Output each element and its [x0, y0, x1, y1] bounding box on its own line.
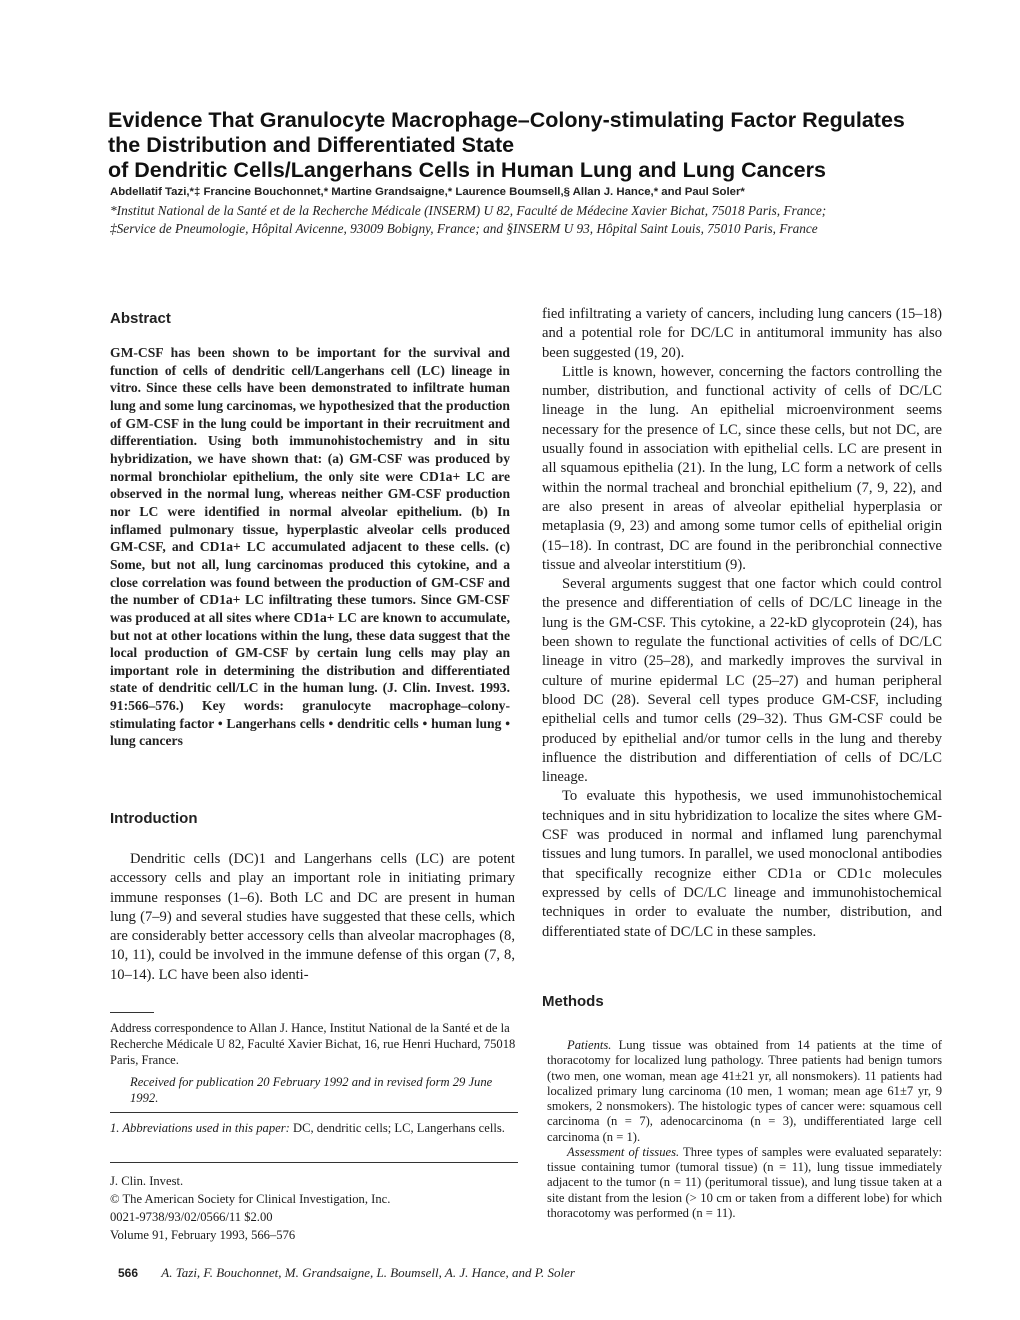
footnote-address: Address correspondence to Allan J. Hance, Institut National de la Santé et de la Recherche Médicale U 82, Faculté Xavier Bichat, 16, rue Henri Huchard, 75018 Paris, France. [110, 1021, 516, 1067]
abstract-heading: Abstract [110, 310, 171, 327]
affiliation-line-2: ‡Service de Pneumologie, Hôpital Avicenne, 93009 Bobigny, France; and §INSERM U 93, Hôpital Saint Louis, 75010 Paris, France [110, 220, 818, 236]
footnote-divider [110, 1112, 518, 1113]
article-title [108, 108, 928, 183]
journal-issn: 0021-9738/93/02/0566/11 $2.00 [110, 1210, 273, 1224]
title-line-3: of Dendritic Cells/Langerhans Cells in Human Lung and Lung Cancers [108, 158, 826, 182]
journal-copyright: © The American Society for Clinical Investigation, Inc. [110, 1192, 391, 1206]
intro-paragraph-1-continued: fied infiltrating a variety of cancers, including lung cancers (15–18) and a potential role for DC/LC in antitumoral immunity has also been suggested (19, 20). [542, 306, 942, 361]
methods-assessment-paragraph [547, 1145, 942, 1221]
methods-patients-paragraph [547, 1038, 942, 1145]
footnote-rule [110, 1012, 154, 1013]
intro-paragraph-1: Dendritic cells (DC)1 and Langerhans cells (LC) are potent accessory cells and play an important role in initiating primary immune responses (1–6). Both LC and DC are present in human lung (7–9) and several studies have suggested that these cells, which are considerably better accessory cells than alveolar macrophages (8, 10, 11), could be involved in the immune defense of this organ (7, 8, 10–14). LC have been also identi- [110, 851, 515, 983]
journal-volume: Volume 91, February 1993, 566–576 [110, 1228, 296, 1242]
methods-text [547, 1038, 942, 1221]
introduction-col-1 [110, 850, 515, 985]
patients-text: Lung tissue was obtained from 14 patients at the time of thoracotomy for localized lung pathology. Three patients had benign tumors (two men, one woman, mean age 41±21 yr, all nonsmokers). 11 patients had localized primary lung carcinoma (10 men, 1 woman; mean age 61±7 yr, 9 smokers, 2 nonsmokers). The histologic types of cancer were: squamous cell carcinoma (n = 7), adenocarcinoma (n = 3), undifferentiated large cell carcinoma (n = 1). [547, 1038, 942, 1144]
footer-authors: A. Tazi, F. Bouchonnet, M. Grandsaigne, L. Boumsell, A. J. Hance, and P. Soler [161, 1265, 575, 1280]
journal-info [110, 1172, 390, 1244]
assessment-label: Assessment of tissues. [567, 1144, 680, 1159]
page-number: 566 [118, 1266, 139, 1280]
title-line-1: Evidence That Granulocyte Macrophage–Colony-stimulating Factor Regulates [108, 108, 905, 132]
intro-paragraph-4: To evaluate this hypothesis, we used immunohistochemical techniques and in situ hybridization to localize the sites where GM-CSF was produced in normal and inflamed lung parenchymal tissues and lung tumors. In parallel, we used monoclonal antibodies that specifically recognize either CD1a or CD1c molecules expressed by cells of DC/LC lineage and immunohistochemical techniques in order to evaluate the number, distribution, and differentiated state of DC/LC in these samples. [542, 788, 942, 940]
journal-divider [110, 1162, 518, 1163]
affiliation-line-1: *Institut National de la Santé et de la Recherche Médicale (INSERM) U 82, Faculté de Médecine Xavier Bichat, 75018 Paris, France; [110, 203, 827, 218]
intro-paragraph-2: Little is known, however, concerning the factors controlling the number, distribution, and functional activity of cells of DC/LC lineage in the lung. An epithelial microenvironment seems necessary for the presence of LC, since these cells, but not DC, are usually found in association with epithelial cells. LC are present in all squamous epithelia (21). In the lung, LC form a network of cells within the normal tracheal and bronchial epithelium (7, 9, 22), and are also present in areas of alveolar epithelial hyperplasia or metaplasia (9, 23) and among some tumor cells of epithelial origin (15–18). In contrast, DC are found in the peribronchial connective tissue and alveolar interstitium (9). [542, 363, 942, 573]
footnote-abbreviations [110, 1120, 518, 1136]
running-footer [118, 1265, 575, 1281]
introduction-heading: Introduction [110, 810, 198, 827]
introduction-col-2 [542, 305, 942, 942]
abstract-text: GM-CSF has been shown to be important for the survival and function of cells of dendritic cell/Langerhans cell (LC) lineage in vitro. Since these cells have been demonstrated to infiltrate human lung and some lung carcinomas, we hypothesized that the production of GM-CSF in the lung could be important in their recruitment and differentiation. Using both immunohistochemistry and in situ hybridization, we have shown that: (a) GM-CSF was produced by normal bronchiolar epithelium, the only site were CD1a+ LC are observed in the normal lung, whereas neither GM-CSF production nor LC were identified in normal alveolar epithelium. (b) In inflamed pulmonary tissue, hyperplastic alveolar cells produced GM-CSF, and CD1a+ LC accumulated adjacent to these cells. (c) Some, but not all, lung carcinomas produced this cytokine, and a close correlation was found between the production of GM-CSF and the number of CD1a+ LC infiltrating these tumors. Since GM-CSF was produced at all sites where CD1a+ LC are known to accumulate, but not at other locations within the lung, these data suggest that the local production of GM-CSF by certain lung cells may play an important role in determining the distribution and differentiated state of dendritic cell/LC in the human lung. (J. Clin. Invest. 1993. 91:566–576.) Key words: granulocyte macrophage–colony-stimulating factor • Langerhans cells • dendritic cells • human lung • lung cancers [110, 345, 510, 749]
abbrev-text: DC, dendritic cells; LC, Langerhans cells. [292, 1121, 505, 1135]
affiliations [110, 202, 950, 237]
abbrev-label: 1. Abbreviations used in this paper: [110, 1121, 290, 1135]
journal-name: J. Clin. Invest. [110, 1174, 184, 1188]
footnote-received: Received for publication 20 February 1992 and in revised form 29 June 1992. [130, 1075, 493, 1105]
author-list: Abdellatif Tazi,*‡ Francine Bouchonnet,* Martine Grandsaigne,* Laurence Boumsell,§ Allan J. Hance,* and Paul Soler* [110, 186, 745, 198]
intro-paragraph-3: Several arguments suggest that one factor which could control the presence and differentiation of cells of DC/LC lineage in the lung is the GM-CSF. This cytokine, a 22-kD glycoprotein (24), has been shown to regulate the functional activities of cells of DC/LC lineage in vitro (25–28), and markedly improves the survival in culture of murine epidermal LC (25–27) and human peripheral blood DC (28). Several cell types produce GM-CSF, including epithelial cells and tumor cells (29–32). Thus GM-CSF could be produced by epithelial and/or tumor cells in the lung and thereby influence the distribution and differentiation of cells of DC/LC lineage. [542, 576, 942, 786]
title-line-2: the Distribution and Differentiated State [108, 133, 515, 157]
assessment-text: Three types of samples were evaluated separately: tissue containing tumor (tumoral tissue) (n = 11), lung tissue immediately adjacent to the tumor (n = 11) (peritumoral tissue), and lung tissue taken at a site distant from the lesion (> 10 cm or taken from a different lobe) for which thoracotomy was performed (n = 11). [547, 1144, 942, 1220]
methods-heading: Methods [542, 993, 604, 1010]
patients-label: Patients. [567, 1038, 612, 1052]
